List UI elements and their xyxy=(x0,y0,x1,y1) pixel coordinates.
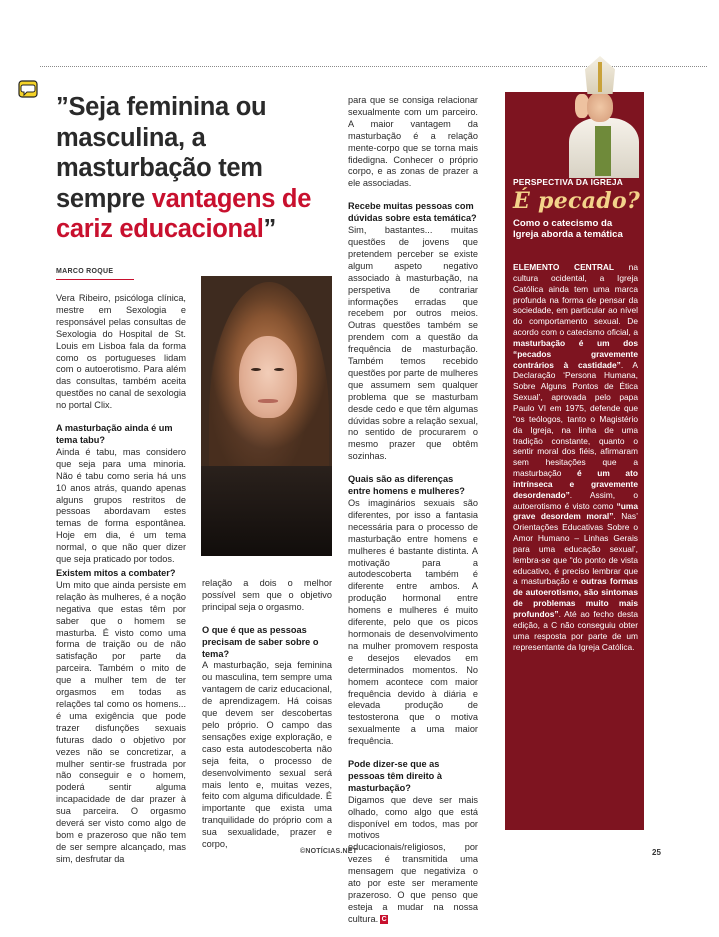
column-2-continuation: relação a dois o melhor possível sem que o objetivo principal seja o orgasmo. xyxy=(202,578,332,612)
sidebar-text-2: . A Declaração ‘Persona Humana, Sobre Alguns Pontos de Ética Sexual’, aprovada pelo papa Paulo VI em 1975, defende que “os teólogos, tanto o Magistério da Igreja, na linha de uma tradição constante, quanto o sentir moral dos fiéis, afirmaram sem hesitações que a masturbação xyxy=(513,359,638,479)
sidebar-title: É pecado? xyxy=(513,188,641,214)
question-direito: Pode dizer-se que as pessoas têm direito à masturbação? xyxy=(348,759,442,793)
answer-mitos: Um mito que ainda persiste em relação às mulheres, é a noção negativa que estas têm por saber que o homem se masturba. É visto como uma forma de traição ou de não satisfação por parte da parceira. Também o mito de que a mulher tem de ter orgasmos em todas as relações tal como os homens... é uma exigência que pode trazer disfunções sexuais futuras dado o objetivo por vezes não se concretizar, a mulher sentir-se frustrada por não conseguir e o homem, poderá sentir alguma incapacidade de dar prazer à sua parceira. O orgasmo deverá ser visto como algo de bom e prazeroso que não tem de ser sempre alcançado, mas sim, desfrutar da xyxy=(56,579,186,864)
speech-bubble-icon xyxy=(18,80,38,98)
sidebar-bold-1: masturbação é um dos “pecados gravemente contrários à castidade” xyxy=(513,337,638,370)
sidebar-text-3: . Assim, o autoerotismo é visto como xyxy=(513,489,638,511)
sidebar-text-4: . Nas’ Orientações Educativas Sobre o Amor Humano – Linhas Gerais para uma educação sexual’, lembra-se que “do ponto de vista educativo, é preciso lembrar que a masturbação e xyxy=(513,511,638,587)
headline-highlight: vantagens de cariz educacional xyxy=(56,184,312,243)
sidebar-text-5: . Até ao fecho desta edição, a C não conseguiu obter uma resposta por parte de um representante da Igreja Católica. xyxy=(513,609,638,652)
question-tabu: A masturbação ainda é um tema tabu? xyxy=(56,423,173,445)
byline: MARCO ROQUE xyxy=(56,268,114,275)
headline-close-quote: ” xyxy=(263,215,276,243)
qa-block-mitos xyxy=(56,568,186,866)
question-mitos: Existem mitos a combater? xyxy=(56,568,176,578)
sidebar-bold-4: outras formas de autoerotismo, são sintomas de problemas muito mais profundos” xyxy=(513,576,638,619)
sidebar-lead: ELEMENTO CENTRAL xyxy=(513,262,615,272)
sidebar-bold-3: “uma grave desordem moral” xyxy=(513,500,638,522)
page-number: 25 xyxy=(652,848,661,857)
sidebar-body xyxy=(513,262,638,652)
sidebar-bold-2: é um ato intrínseca e gravemente desordenado” xyxy=(513,468,638,500)
answer-saber: A masturbação, seja feminina ou masculina, tem sempre uma vantagem de cariz educacional, de aprendizagem. Há coisas que devem ser descobertas pelo próprio. O campo das sensações exige exploração, e caso esta autodescoberta não seja feita, o processo de desenvolvimento sexual será mais lento e, muitas vezes, feito com alguma dificuldade. É importante que exista uma tranquilidade do próprio com a sua sexualidade, prazer e corpo, xyxy=(202,660,332,850)
question-saber: O que é que as pessoas precisam de saber sobre o tema? xyxy=(202,624,319,659)
qa-block-duvidas xyxy=(348,201,478,463)
answer-diferencas: Os imaginários sexuais são diferentes, por isso a fantasia necessária para o processo de masturbação entre homens e mulheres é bastante distinta. A motivação para a autodescoberta também é diferente entre ambos. A produção hormonal entre homens e mulheres é muito diferente, pelo que os picos hormonais de desenvolvimento na mulher promovem resposta e desejos elevados em determinados momentos. No homem acontece com maior frequência devido à diária e elevada produção de testosterona que o motiva sexualmente a uma maior frequência. xyxy=(348,498,478,747)
byline-rule xyxy=(56,279,134,280)
footer-publication-logo: ©NOTÍCIAS.NET xyxy=(300,848,358,855)
column-1-top xyxy=(56,293,186,577)
question-diferencas: Quais são as diferenças entre homens e mulheres? xyxy=(348,474,465,497)
headline-main: ”Seja feminina ou masculina, a masturbação tem sempre xyxy=(56,93,267,213)
answer-tabu: Ainda é tabu, mas considero que seja para uma minoria. Não é tabu como seria há uns 10 anos atrás, quando apenas alguns grupos restritos de pessoas abordavam estes temas de forma espontânea. Hoje em dia, é um tema normal, o que não quer dizer que seja praticado por todos. xyxy=(56,446,186,565)
end-of-article-mark: C xyxy=(381,915,387,923)
question-duvidas: Recebe muitas pessoas com dúvidas sobre esta temática? xyxy=(348,201,477,224)
sidebar-text-1: na cultura ocidental, a Igreja Católica ainda tem uma marca profunda na forma de pensar da sociedade, em particular ao nível do comportamento sexual. De acordo com o catecismo oficial, a xyxy=(513,262,638,338)
sidebar-kicker: PERSPECTIVA DA IGREJA xyxy=(513,177,623,187)
pope-photo xyxy=(505,56,644,174)
column-2 xyxy=(202,578,332,862)
qa-block-tabu xyxy=(56,423,186,566)
qa-block-direito xyxy=(348,759,478,926)
column-3-continuation: para que se consiga relacionar sexualmente com um parceiro. A maior vantagem da masturbação é a relação mente-corpo que se torna mais fidedigna. Conhecer o próprio corpo, e as zonas de prazer a ele associadas. xyxy=(348,95,478,189)
column-1-bottom xyxy=(56,568,186,877)
answer-duvidas: Sim, bastantes... muitas questões de jovens que pretendem perceber se existe algum aspeto negativo associado à masturbação, na perspetiva de contrariar informações erradas que recebem por outros meios. Outras questões também se prendem com a questão da frequência de masturbação. Também temos recebido questões por parte de mulheres que assumem sem qualquer problema que se masturbam desde cedo e que têm algumas dúvidas sobre a relação sexual, no sentido de procurarem o mesmo prazer que obtêm sozinhas. xyxy=(348,225,478,462)
intro-paragraph: Vera Ribeiro, psicóloga clínica, mestre em Sexologia e responsável pelas consultas de Sexologia do Hospital de St. Louis em Lisboa fala da forma como os portugueses lidam com o autoerotismo. Para além das consultas, também aceita questões no canal de sexologia no portal Clix. xyxy=(56,293,186,411)
column-3 xyxy=(348,95,478,937)
answer-direito xyxy=(348,795,478,926)
portrait-photo xyxy=(201,276,332,552)
sidebar-subtitle: Como o catecismo da Igreja aborda a temática xyxy=(513,218,623,240)
qa-block-saber xyxy=(202,625,332,851)
answer-direito-text: Digamos que deve ser mais olhado, como algo que está disponível em todos, mas por motivos educacionais/religiosos, por vezes é transmitida uma mensagem que negativiza o ato por este ser meramente prazeroso. O que penso que esteja a mudar na nossa cultura. xyxy=(348,794,478,924)
headline xyxy=(56,92,346,245)
qa-block-diferencas xyxy=(348,474,478,748)
